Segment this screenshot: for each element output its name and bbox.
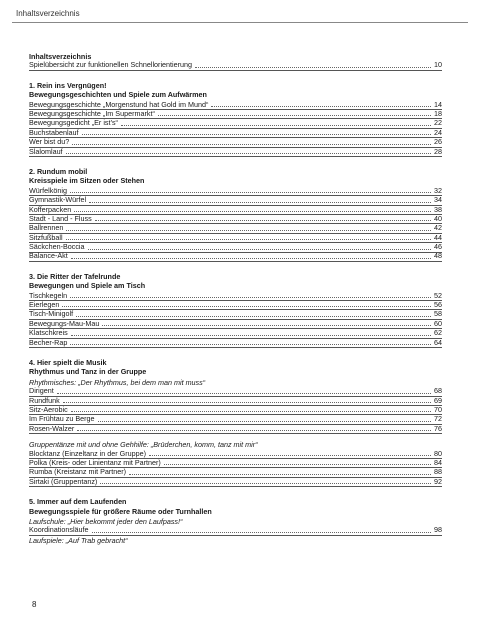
dot-leader [62,306,431,307]
dot-leader [88,249,431,250]
dot-leader [72,144,431,145]
dot-leader [164,464,431,465]
dot-leader [71,335,431,336]
toc-entry[interactable] [29,387,442,396]
toc-section [29,272,442,348]
dot-leader [129,474,431,475]
dot-leader [70,344,431,345]
entry-title: Bewegungsgeschichte „Morgenstund hat Gold im Mund“ [29,99,209,109]
entry-title: Tischkegeln [29,290,68,300]
toc-entry[interactable] [29,339,442,348]
entry-page-number: 18 [434,108,442,118]
section-title: 1. Rein ins Vergnügen! [29,80,107,90]
toc-entry[interactable] [29,320,442,329]
dot-leader [82,134,431,135]
toc-entry[interactable] [29,196,442,205]
entry-title: Koordinationsläufe [29,525,89,535]
entry-page-number: 69 [434,395,442,405]
entry-page-number: 22 [434,118,442,128]
section-title: 2. Rundum mobil [29,166,88,176]
entry-page-number: 42 [434,223,442,233]
toc-section [29,167,442,262]
toc-entry[interactable] [29,301,442,310]
entry-page-number: 26 [434,137,442,147]
entry-title: Rosen-Walzer [29,423,75,433]
entry-page-number: 14 [434,99,442,109]
entry-title: Rumba (Kreistanz mit Partner) [29,467,127,477]
subgroup-label: Rhythmisches: „Der Rhythmus, bei dem man mit muss“ [29,377,206,387]
entry-page-number: 70 [434,405,442,415]
entry-title: Im Frühtau zu Berge [29,414,95,424]
toc-entry[interactable] [29,129,442,138]
dot-leader [102,325,431,326]
entry-page-number: 60 [434,318,442,328]
entry-page-number: 84 [434,457,442,467]
entry-title: Polka (Kreis- oder Linientanz mit Partner) [29,457,161,467]
entry-title: Slalomlauf [29,146,63,156]
running-header-title: Inhaltsverzeichnis [16,9,80,18]
dot-leader [74,211,431,212]
entry-page-number: 46 [434,242,442,252]
toc-section [29,52,442,71]
entry-title: Tisch-Minigolf [29,309,74,319]
toc-entry[interactable] [29,215,442,224]
running-header [12,0,468,23]
dot-leader [195,67,431,68]
entry-page-number: 80 [434,448,442,458]
toc-entry[interactable] [29,224,442,233]
entry-title: Spielübersicht zur funktionellen Schnellorientierung [29,60,193,70]
dot-leader [71,411,431,412]
dot-leader [66,153,431,154]
section-title: 4. Hier spielt die Musik [29,358,107,368]
entry-title: Blocktanz (Einzeltanz in der Gruppe) [29,448,147,458]
entry-page-number: 88 [434,467,442,477]
toc-entry[interactable] [29,243,442,252]
entry-title: Sitzfußball [29,232,63,242]
entry-page-number: 10 [434,60,442,70]
entry-page-number: 76 [434,423,442,433]
section-subtitle: Rhythmus und Tanz in der Gruppe [29,367,147,377]
entry-title: Säckchen-Boccia [29,242,85,252]
section-title: 3. Die Ritter der Tafelrunde [29,271,121,281]
table-of-contents [29,52,442,555]
dot-leader [95,220,431,221]
toc-entry[interactable] [29,234,442,243]
toc-section [29,81,442,157]
entry-page-number: 44 [434,232,442,242]
entry-title: Bewegungsgedicht „Er ist’s“ [29,118,118,128]
section-subtitle: Kreisspiele im Sitzen oder Stehen [29,176,145,186]
entry-title: Wer bist du? [29,137,70,147]
toc-entry[interactable] [29,329,442,338]
entry-page-number: 92 [434,476,442,486]
entry-title: Buchstabenlauf [29,127,79,137]
toc-entry[interactable] [29,61,442,70]
dot-leader [121,125,431,126]
entry-title: Eierlegen [29,300,60,310]
entry-title: Ballrennen [29,223,64,233]
entry-page-number: 34 [434,195,442,205]
section-subtitle: Bewegungen und Spiele am Tisch [29,281,146,291]
entry-title: Balance-Akt [29,251,68,261]
entry-page-number: 62 [434,328,442,338]
section-subtitle: Bewegungsspiele für größere Räume oder Turnhallen [29,506,212,516]
toc-entry[interactable] [29,187,442,196]
entry-page-number: 98 [434,525,442,535]
subgroup-label: Laufschule: „Hier bekommt jeder den Laufpass!“ [29,516,183,526]
dot-leader [66,239,431,240]
dot-leader [76,316,431,317]
subgroup-label: Gruppentänze mit und ohne Gehhilfe: „Brüderchen, komm, tanz mit mir“ [29,440,258,450]
dot-leader [77,430,431,431]
toc-section [29,497,442,545]
section-title: 5. Immer auf dem Laufenden [29,497,127,507]
toc-entry[interactable] [29,478,442,487]
entry-page-number: 32 [434,185,442,195]
entry-page-number: 52 [434,290,442,300]
entry-page-number: 72 [434,414,442,424]
dot-leader [158,115,431,116]
entry-title: Stadt - Land - Fluss [29,213,92,223]
dot-leader [211,106,431,107]
toc-entry[interactable] [29,425,442,434]
subgroup-label: Laufspiele: „Auf Trab gebracht“ [29,535,128,545]
entry-title: Kofferpacken [29,204,72,214]
toc-entry[interactable] [29,292,442,301]
entry-title: Becher-Rap [29,337,68,347]
dot-leader [89,202,431,203]
entry-page-number: 58 [434,309,442,319]
dot-leader [92,532,431,533]
dot-leader [70,192,431,193]
dot-leader [149,455,431,456]
entry-title: Dirigent [29,386,54,396]
entry-page-number: 38 [434,204,442,214]
entry-page-number: 68 [434,386,442,396]
dot-leader [63,402,431,403]
toc-section [29,358,442,487]
dot-leader [98,421,431,422]
toc-entry[interactable] [29,119,442,128]
toc-entry[interactable] [29,148,442,157]
toc-entry[interactable] [29,415,442,424]
toc-entry[interactable] [29,253,442,262]
toc-entry[interactable] [29,526,442,535]
dot-leader [71,258,431,259]
entry-page-number: 40 [434,213,442,223]
entry-title: Würfelkönig [29,185,67,195]
dot-leader [66,230,431,231]
entry-title: Klatschkreis [29,328,68,338]
page-number: 8 [32,600,37,609]
dot-leader [57,393,431,394]
toc-entry[interactable] [29,397,442,406]
entry-page-number: 64 [434,337,442,347]
entry-title: Gymnastik-Würfel [29,195,87,205]
entry-title: Sitz-Aerobic [29,405,68,415]
dot-leader [70,297,431,298]
entry-page-number: 56 [434,300,442,310]
section-title: Inhaltsverzeichnis [29,52,92,61]
dot-leader [100,483,431,484]
entry-title: Bewegungs-Mau-Mau [29,318,100,328]
entry-page-number: 24 [434,127,442,137]
entry-title: Bewegungsgeschichte „Im Supermarkt“ [29,108,155,118]
entry-title: Sirtaki (Gruppentanz) [29,476,98,486]
toc-entry[interactable] [29,138,442,147]
section-subtitle: Bewegungsgeschichten und Spiele zum Aufwärmen [29,90,207,100]
entry-page-number: 28 [434,146,442,156]
entry-page-number: 48 [434,251,442,261]
entry-title: Rundfunk [29,395,60,405]
